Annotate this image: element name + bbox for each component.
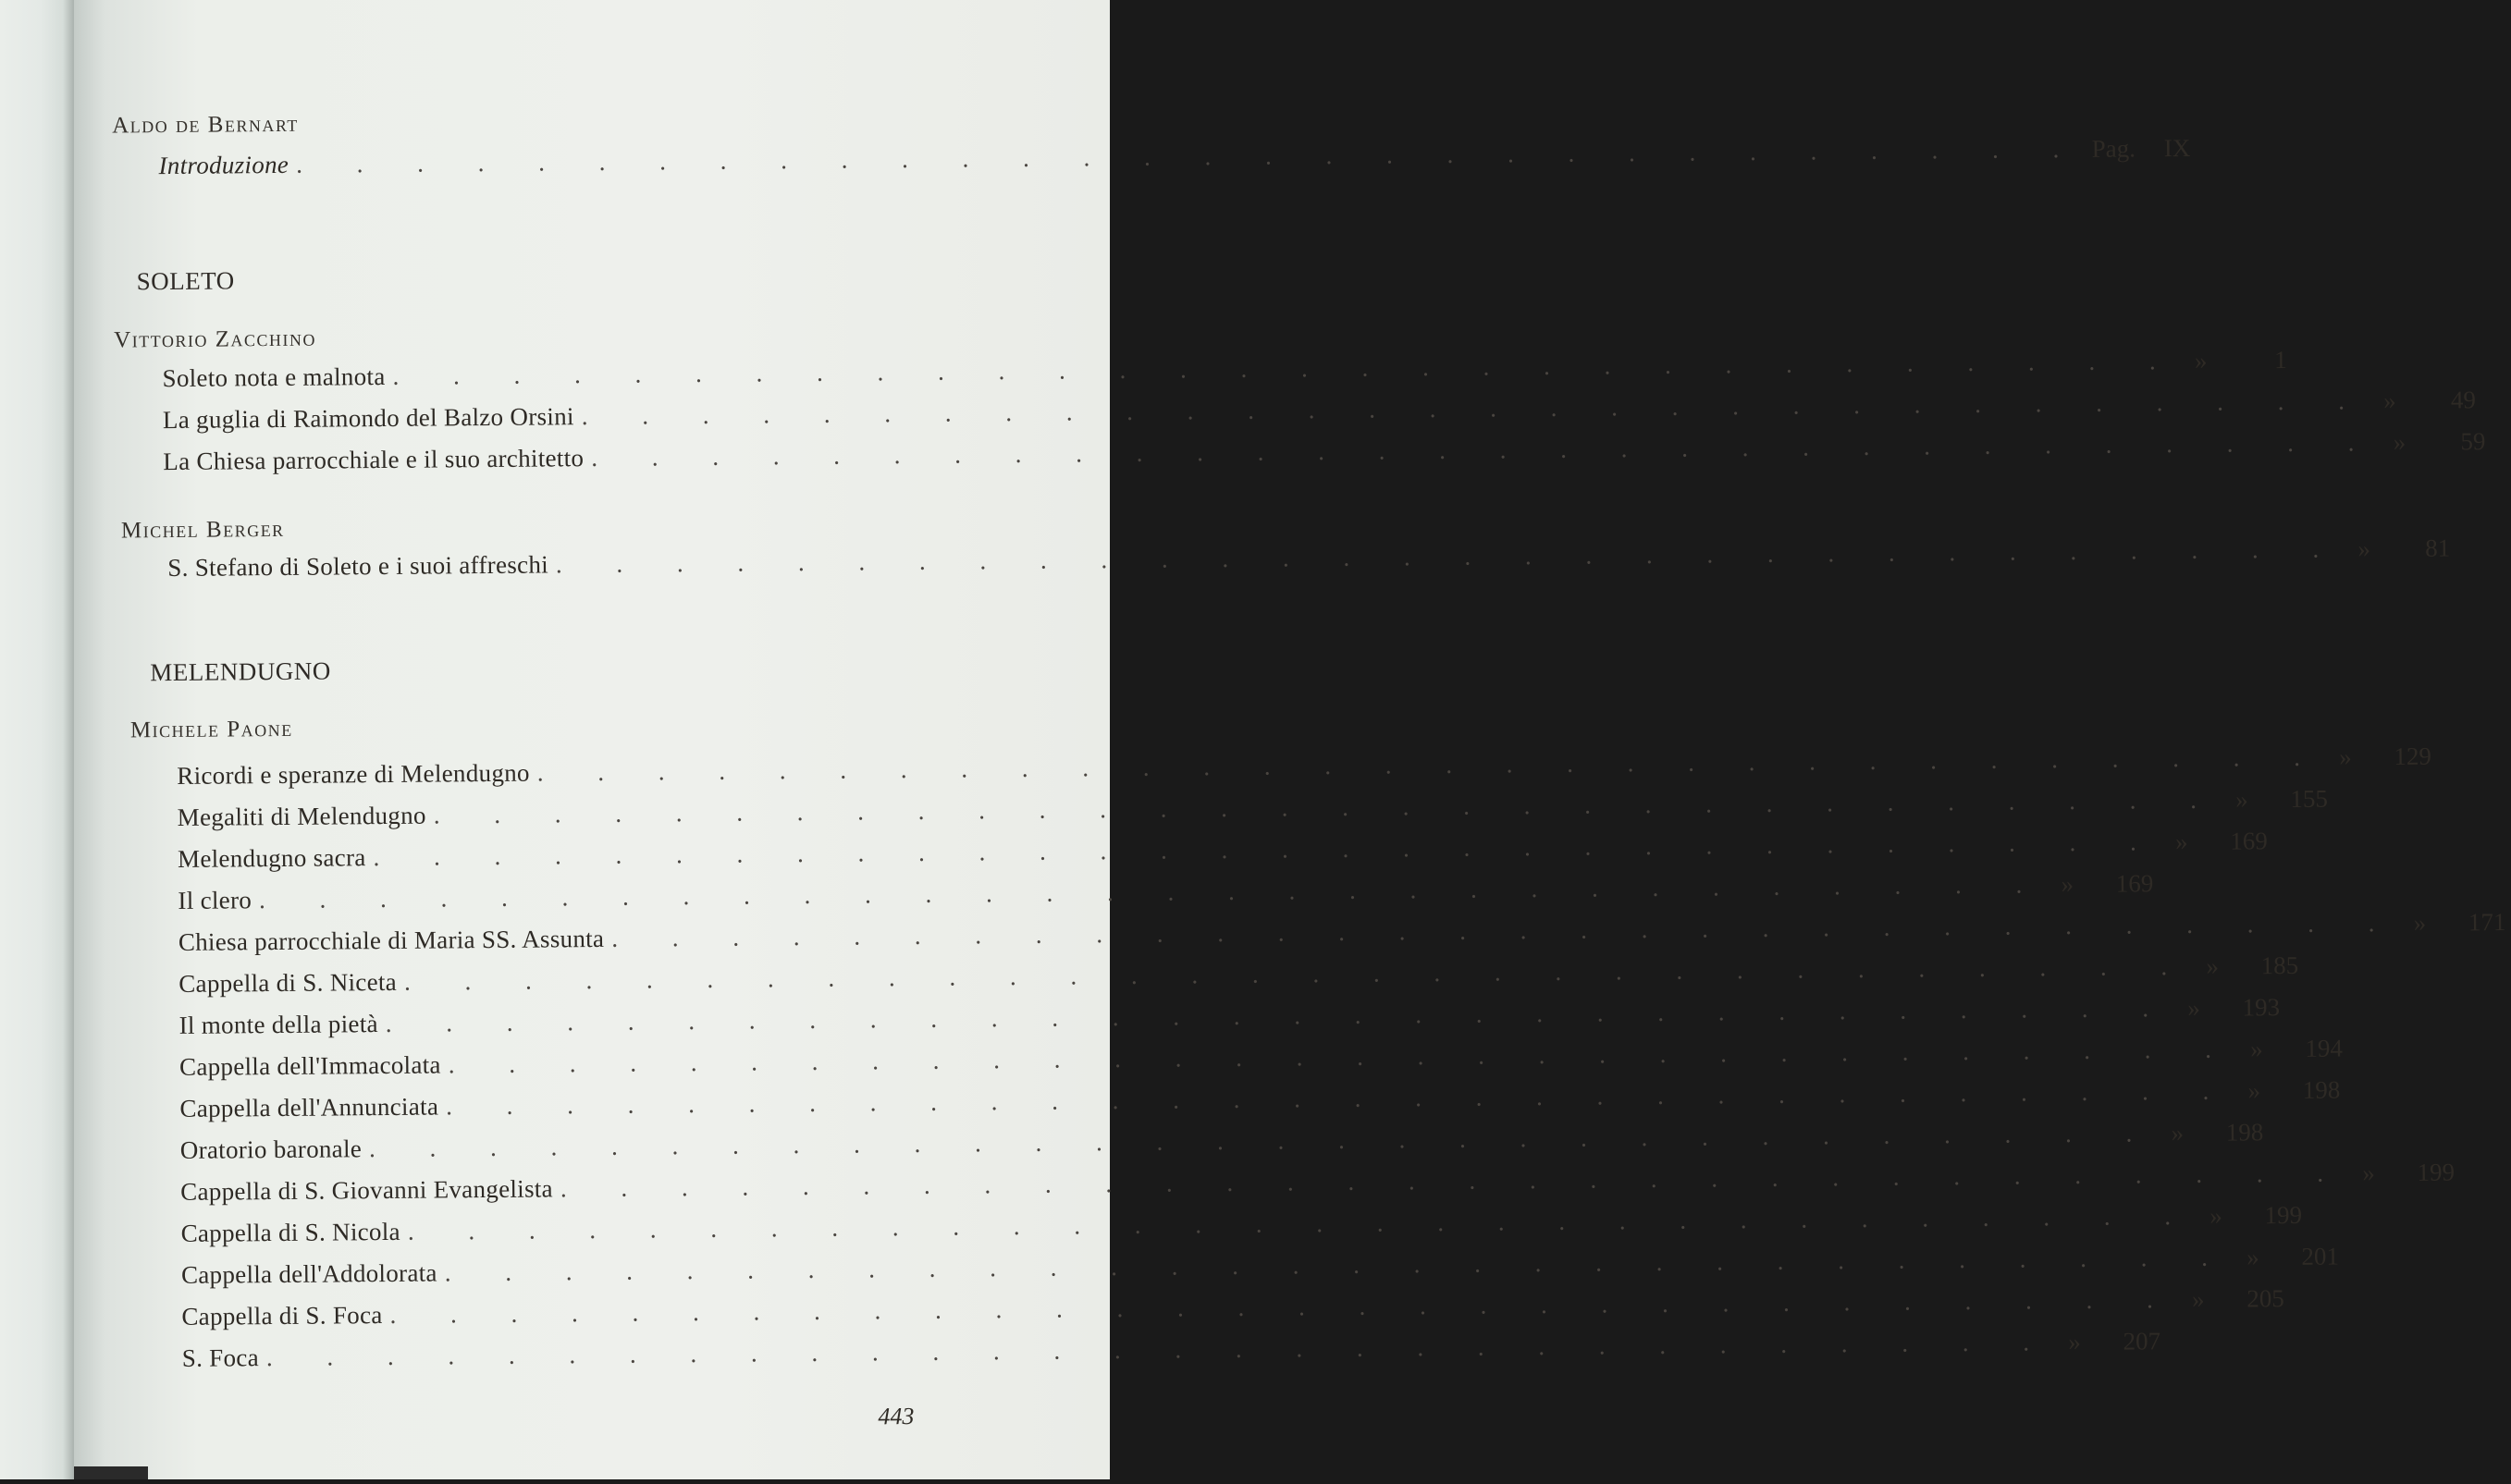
toc-entry <box>179 1118 2264 1173</box>
toc-entry-title: Melendugno sacra <box>177 843 366 873</box>
toc-entry-page: 205 <box>2246 1284 2284 1313</box>
toc-entry <box>163 427 2486 484</box>
toc-entry-mark: » <box>2383 386 2396 415</box>
toc-entry-mark: » <box>2206 951 2220 980</box>
toc-entry <box>181 1327 2161 1381</box>
toc-entry-page: 201 <box>2301 1242 2340 1270</box>
toc-entry-page: 198 <box>2302 1075 2341 1104</box>
toc-entry <box>162 346 2287 401</box>
toc-entry <box>180 1158 2456 1215</box>
toc-entry-page: 1 <box>2274 346 2287 374</box>
toc-entry-page: 155 <box>2290 784 2329 814</box>
toc-entry-page: 169 <box>2230 827 2268 855</box>
toc-entry-title: La Chiesa parrocchiale e il suo architetto <box>163 444 585 476</box>
toc-entry-title: Cappella dell'Addolorata <box>180 1258 437 1289</box>
toc-entry-page: 171 <box>2468 907 2506 937</box>
author-michele-paone: Michele Paone <box>129 716 293 743</box>
toc-entry-mark: » <box>2247 1076 2261 1105</box>
toc-leader-dots: . . . . . . . . . . . . . . . . . . . . . . . . . . . . . . <box>446 1076 2234 1121</box>
toc-entry-page: 59 <box>2460 427 2486 456</box>
toc-entry-page: 185 <box>2260 950 2299 980</box>
toc-entry-mark: » <box>2235 785 2248 814</box>
toc-leader-dots: . . . . . . . . . . . . . . . . . . . . . . . . . . . . . . <box>555 534 2344 579</box>
toc-entry-page: 207 <box>2123 1327 2161 1355</box>
toc-entry-mark: » <box>2246 1243 2259 1271</box>
toc-entry-page: 198 <box>2225 1118 2264 1147</box>
toc-entry-mark: » <box>2393 427 2406 457</box>
toc-entry-page: IX <box>2163 133 2191 163</box>
toc-entry-title: Il monte della pietà <box>178 1010 378 1039</box>
toc-leader-dots: . . . . . . . . . . . . . . . . . . . . . . . . . . . . . . <box>433 785 2222 829</box>
toc-entry-mark: » <box>2061 870 2074 899</box>
toc-entry-title: Soleto nota e malnota <box>162 362 386 393</box>
toc-leader-dots: . . . . . . . . . . . . . . . . . . . . . . . . . . . . . . <box>392 347 2180 390</box>
toc-entry-mark: » <box>2174 827 2188 856</box>
toc-entry-page: 199 <box>2264 1200 2303 1230</box>
book-spine-edge <box>0 0 74 1479</box>
section-heading-melendugno: MELENDUGNO <box>150 656 331 687</box>
page-number-folio: 443 <box>878 1403 915 1430</box>
toc-entry-page: 193 <box>2242 993 2281 1022</box>
toc-entry-page: 199 <box>2417 1158 2456 1186</box>
toc-entry <box>177 827 2268 882</box>
toc-entry-title: Cappella dell'Immacolata <box>178 1050 441 1081</box>
toc-entry-title: S. Foca <box>181 1343 260 1372</box>
toc-leader-dots: . . . . . . . . . . . . . . . . . . . . . . . . . . . . . . <box>444 1243 2233 1287</box>
toc-leader-dots: . . . . . . . . . . . . . . . . . . . . . . . . . . . . . . <box>581 386 2369 431</box>
toc-leader-dots: . . . . . . . . . . . . . . . . . . . . . . . . . . . . . . <box>265 1328 2054 1372</box>
toc-entry <box>180 1242 2340 1298</box>
toc-entry-title: S. Stefano di Soleto e i suoi affreschi <box>167 550 549 583</box>
toc-entry-mark: » <box>2194 346 2208 374</box>
toc-entry-title: Cappella di S. Giovanni Evangelista <box>180 1174 554 1206</box>
toc-entry <box>178 869 2154 924</box>
toc-entry-mark: » <box>2171 1119 2185 1147</box>
toc-leader-dots: . . . . . . . . . . . . . . . . . . . . . . . . . . . . . . <box>611 908 2399 952</box>
toc-leader-dots: . . . . . . . . . . . . . . . . . . . . . . . . . . . . . . <box>296 134 2084 178</box>
toc-entry-introduzione <box>158 133 2191 189</box>
toc-entry-title: Cappella di S. Foca <box>181 1301 383 1331</box>
toc-entry-mark: » <box>2413 908 2427 937</box>
toc-entry-page: 81 <box>2425 534 2451 562</box>
toc-entry-title: Megaliti di Melendugno <box>177 801 426 831</box>
toc-entry-title: Ricordi e speranze di Melendugno <box>177 758 530 790</box>
toc-leader-dots: . . . . . . . . . . . . . . . . . . . . . . . . . . . . . . <box>368 1119 2157 1163</box>
toc-entry <box>178 950 2299 1007</box>
toc-entry <box>167 534 2451 591</box>
toc-entry-page: 129 <box>2394 742 2432 771</box>
toc-entry-mark: » <box>2068 1328 2081 1356</box>
toc-entry-mark: » <box>2362 1159 2375 1187</box>
toc-entry-page: 194 <box>2305 1034 2344 1062</box>
toc-entry-mark: » <box>2339 742 2352 771</box>
toc-leader-dots: . . . . . . . . . . . . . . . . . . . . . . . . . . . . . . <box>258 870 2047 914</box>
toc-entry-title: Oratorio baronale <box>179 1134 363 1164</box>
toc-entry-title: La guglia di Raimondo del Balzo Orsini <box>162 402 574 435</box>
toc-entry-mark: » <box>2187 993 2200 1022</box>
author-vittorio-zacchino: Vittorio Zacchino <box>114 325 317 353</box>
toc-entry <box>177 784 2329 840</box>
book-page <box>74 0 2506 1479</box>
toc-entry-mark: » <box>2250 1035 2263 1063</box>
toc-leader-dots: . . . . . . . . . . . . . . . . . . . . . . . . . . . . . . <box>591 428 2379 472</box>
toc-entry <box>179 1075 2341 1132</box>
toc-leader-dots: . . . . . . . . . . . . . . . . . . . . . . . . . . . . . . <box>403 951 2192 996</box>
toc-leader-dots: . . . . . . . . . . . . . . . . . . . . . . . . . . . . . . <box>389 1285 2177 1329</box>
toc-entry <box>162 386 2477 443</box>
toc-entry-mark: Pag. <box>2091 134 2136 163</box>
toc-entry-mark: » <box>2357 534 2371 563</box>
toc-entry-mark: » <box>2209 1201 2222 1230</box>
page-content <box>74 0 2506 1484</box>
toc-entry-page: 169 <box>2115 869 2154 898</box>
toc-entry <box>181 1284 2284 1340</box>
toc-entry <box>180 1200 2303 1257</box>
toc-leader-dots: . . . . . . . . . . . . . . . . . . . . . . . . . . . . . . <box>536 742 2325 787</box>
toc-entry-title: Cappella dell'Annunciata <box>179 1092 439 1122</box>
toc-entry-page: 49 <box>2450 386 2477 414</box>
author-michel-berger: Michel Berger <box>120 516 285 544</box>
toc-leader-dots: . . . . . . . . . . . . . . . . . . . . . . . . . . . . . . <box>560 1159 2348 1203</box>
toc-entry-title: Chiesa parrocchiale di Maria SS. Assunta <box>178 924 605 956</box>
toc-leader-dots: . . . . . . . . . . . . . . . . . . . . . . . . . . . . . . <box>373 828 2160 872</box>
toc-entry <box>178 993 2281 1049</box>
section-heading-soleto: SOLETO <box>136 266 235 296</box>
author-aldo-de-bernart: Aldo de Bernart <box>112 111 299 139</box>
toc-entry-title: Cappella di S. Nicola <box>180 1217 400 1247</box>
toc-leader-dots: . . . . . . . . . . . . . . . . . . . . . . . . . . . . . . <box>407 1201 2196 1245</box>
toc-leader-dots: . . . . . . . . . . . . . . . . . . . . . . . . . . . . . . <box>448 1035 2236 1079</box>
book-cover-edge <box>74 1466 148 1479</box>
toc-entry-title: Cappella di S. Niceta <box>178 967 398 998</box>
toc-entry-title: Introduzione <box>158 150 289 180</box>
toc-leader-dots: . . . . . . . . . . . . . . . . . . . . . . . . . . . . . . <box>385 994 2173 1037</box>
toc-entry-title: Il clero <box>178 886 252 914</box>
toc-entry-mark: » <box>2191 1284 2205 1313</box>
